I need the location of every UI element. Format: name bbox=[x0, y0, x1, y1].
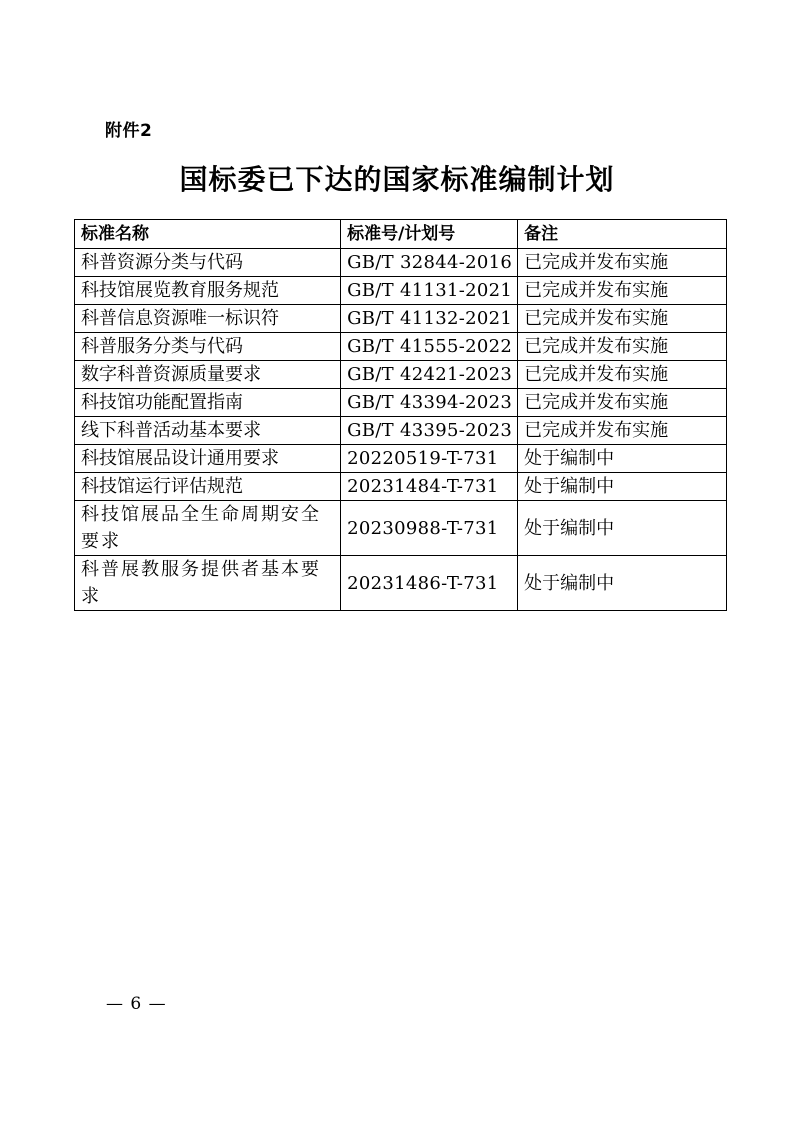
cell-standard-number: GB/T 43394-2023 bbox=[341, 389, 518, 417]
cell-standard-name: 科技馆展览教育服务规范 bbox=[75, 277, 341, 305]
document-title: 国标委已下达的国家标准编制计划 bbox=[179, 163, 615, 196]
cell-note: 已完成并发布实施 bbox=[518, 417, 727, 445]
cell-standard-name: 数字科普资源质量要求 bbox=[75, 361, 341, 389]
cell-plan-number: 20231486-T-731 bbox=[341, 556, 518, 611]
cell-standard-number: GB/T 41555-2022 bbox=[341, 333, 518, 361]
table-header-row bbox=[75, 220, 727, 249]
cell-standard-name: 科普服务分类与代码 bbox=[75, 333, 341, 361]
cell-standard-number: GB/T 32844-2016 bbox=[341, 249, 518, 277]
table-row bbox=[75, 277, 727, 305]
standards-table bbox=[74, 219, 727, 611]
cell-standard-name: 科技馆运行评估规范 bbox=[75, 473, 341, 501]
cell-note: 已完成并发布实施 bbox=[518, 333, 727, 361]
table-row bbox=[75, 389, 727, 417]
cell-standard-name: 科普信息资源唯一标识符 bbox=[75, 305, 341, 333]
table-row bbox=[75, 417, 727, 445]
header-note: 备注 bbox=[518, 220, 727, 249]
cell-note: 已完成并发布实施 bbox=[518, 249, 727, 277]
table-row bbox=[75, 333, 727, 361]
cell-note: 已完成并发布实施 bbox=[518, 361, 727, 389]
table-row bbox=[75, 473, 727, 501]
cell-standard-number: GB/T 42421-2023 bbox=[341, 361, 518, 389]
page-number: — 6 — bbox=[106, 994, 167, 1014]
table-row bbox=[75, 556, 727, 611]
table-row bbox=[75, 445, 727, 473]
cell-plan-number: 20231484-T-731 bbox=[341, 473, 518, 501]
cell-note: 已完成并发布实施 bbox=[518, 389, 727, 417]
cell-note: 处于编制中 bbox=[518, 556, 727, 611]
cell-standard-name: 线下科普活动基本要求 bbox=[75, 417, 341, 445]
cell-standard-number: GB/T 43395-2023 bbox=[341, 417, 518, 445]
cell-note: 已完成并发布实施 bbox=[518, 305, 727, 333]
header-standard-number: 标准号/计划号 bbox=[341, 220, 518, 249]
table-row bbox=[75, 249, 727, 277]
cell-standard-number: GB/T 41132-2021 bbox=[341, 305, 518, 333]
table-row bbox=[75, 305, 727, 333]
header-standard-name: 标准名称 bbox=[75, 220, 341, 249]
cell-plan-number: 20220519-T-731 bbox=[341, 445, 518, 473]
cell-note: 已完成并发布实施 bbox=[518, 277, 727, 305]
annex-label: 附件2 bbox=[105, 121, 153, 141]
cell-standard-name: 科技馆展品全生命周期安全要求 bbox=[75, 501, 341, 556]
table-row bbox=[75, 361, 727, 389]
cell-note: 处于编制中 bbox=[518, 501, 727, 556]
cell-standard-name: 科技馆展品设计通用要求 bbox=[75, 445, 341, 473]
cell-standard-name: 科普资源分类与代码 bbox=[75, 249, 341, 277]
table-row bbox=[75, 501, 727, 556]
cell-note: 处于编制中 bbox=[518, 445, 727, 473]
cell-plan-number: 20230988-T-731 bbox=[341, 501, 518, 556]
cell-standard-number: GB/T 41131-2021 bbox=[341, 277, 518, 305]
cell-standard-name: 科普展教服务提供者基本要求 bbox=[75, 556, 341, 611]
cell-standard-name: 科技馆功能配置指南 bbox=[75, 389, 341, 417]
cell-note: 处于编制中 bbox=[518, 473, 727, 501]
